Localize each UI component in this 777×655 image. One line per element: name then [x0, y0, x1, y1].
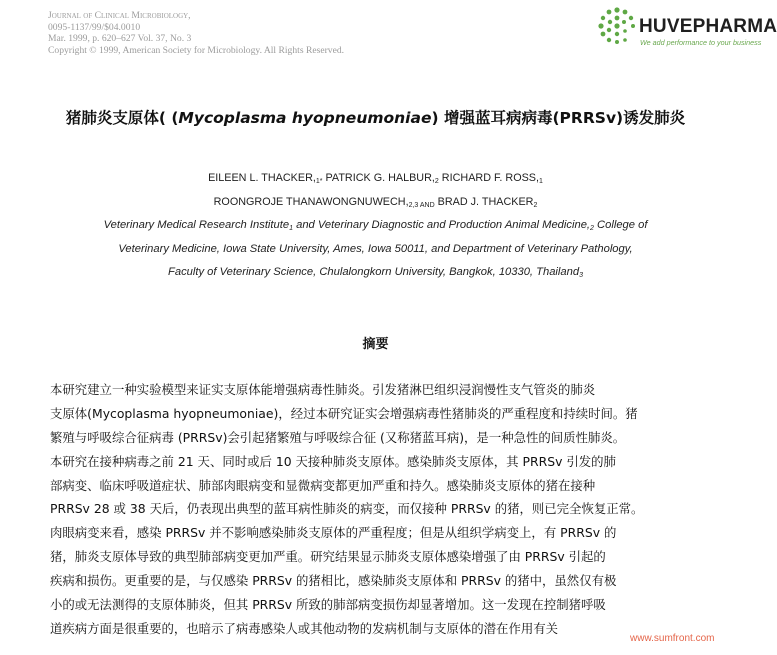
abstract-line: 肉眼病变来看，感染 PRRSv 并不影响感染肺炎支原体的严重程度；但是从组织学病变上，有 PRRSv 的 [50, 525, 617, 541]
affiliation-line-1 [0, 219, 751, 231]
abstract-line: 疾病和损伤。更重要的是，与仅感染 PRRSv 的猪相比，感染肺炎支原体和 PRRSv 的猪中，虽然仅有极 [50, 573, 617, 589]
paper-title [0, 106, 751, 128]
abstract-line: 小的或无法测得的支原体肺炎，但其 PRRSv 所致的肺部病变损伤却显著增加。这一发现在控制猪呼吸 [50, 597, 606, 613]
affiliation-line-2: Veterinary Medicine, Iowa State University, Ames, Iowa 50011, and Department of Veterinary Pathology, [118, 243, 633, 255]
title-suffix: ) 增强蓝耳病病毒(PRRSv)诱发肺炎 [431, 109, 686, 127]
author-mark: 2 [434, 178, 439, 185]
author-mark: 2 [533, 202, 538, 209]
affiliation-text: and Veterinary Diagnostic and Production Animal Medicine, [292, 219, 591, 231]
huvepharma-logo [593, 4, 777, 52]
abstract-line: 道疾病方面是很重要的，也暗示了病毒感染人或其他动物的发病机制与支原体的潜在作用有关 [50, 620, 559, 636]
abstract-heading: 摘要 [362, 337, 389, 352]
logo-name: HUVEPHARMA [639, 16, 777, 37]
abstract-body [50, 378, 740, 641]
author-mark: 1* [315, 178, 323, 185]
journal-issue: Mar. 1999, p. 620–627 Vol. 37, No. 3 [48, 33, 192, 44]
journal-name: Journal of Clinical Microbiology, [48, 10, 191, 21]
affiliation-mark: 1 [289, 225, 293, 232]
title-species: Mycoplasma hyopneumoniae [178, 109, 432, 127]
abstract-line: 本研究在接种病毒之前 21 天、同时或后 10 天接种肺炎支原体。感染肺炎支原体，其 PRRSv 引发的肺 [50, 453, 616, 469]
affiliation-text: Faculty of Veterinary Science, Chulalongkorn University, Bangkok, 10330, Thailand [168, 266, 580, 278]
journal-issn: 0095-1137/99/$04.0010 [48, 21, 141, 33]
site-watermark: www.sumfront.com [630, 633, 715, 644]
authors-line-1 [0, 172, 751, 184]
title-prefix: 猪肺炎支原体( ( [65, 109, 179, 127]
abstract-line: 繁殖与呼吸综合征病毒 (PRRSv)会引起猪繁殖与呼吸综合征 (又称猪蓝耳病)，是一种急性的间质性肺炎。 [50, 429, 626, 445]
affiliation-line-3 [0, 266, 751, 278]
abstract-line: 本研究建立一种实验模型来证实支原体能增强病毒性肺炎。引发猪淋巴组织浸润慢性支气管炎的肺炎 [50, 382, 596, 397]
affiliation-mark: 2 [590, 225, 594, 232]
author-name: BRAD J. THACKER [434, 196, 534, 208]
author-name: PATRICK G. HALBUR, [322, 172, 435, 184]
abstract-line: PRRSv 28 或 38 天后，仍表现出典型的蓝耳病性肺炎的病变，而仅接种 PRRSv 的猪，则已完全恢复正常。 [50, 501, 644, 517]
affiliation-mark: 3 [579, 272, 583, 279]
abstract-line: 部病变、临床呼吸道症状、肺部肉眼病变和显微病变都更加严重和持久。感染肺炎支原体的猪在接种 [50, 477, 596, 493]
authors-line-2 [0, 196, 751, 208]
author-name: ROONGROJE THANAWONGNUWECH, [213, 196, 409, 208]
author-mark: 1 [539, 178, 543, 185]
affiliation-text: College of [593, 219, 648, 231]
abstract-line: 支原体(Mycoplasma hyopneumoniae)，经过本研究证实会增强病毒性猪肺炎的严重程度和持续时间。猪 [50, 405, 638, 421]
abstract-line: 猪，肺炎支原体导致的典型肺部病变更加严重。研究结果显示肺炎支原体感染增强了由 PRRSv 引起的 [50, 549, 606, 565]
huvepharma-dots-icon [597, 6, 637, 46]
affiliation-text: Veterinary Medical Research Institute [103, 219, 290, 231]
author-mark: 2,3 AND [408, 202, 435, 209]
logo-tagline: We add performance to your business [640, 38, 762, 47]
journal-copyright: Copyright © 1999, American Society for Microbiology. All Rights Reserved. [48, 44, 345, 56]
author-name: EILEEN L. THACKER, [208, 172, 316, 184]
author-name: RICHARD F. ROSS, [438, 172, 539, 184]
journal-header [48, 10, 344, 56]
